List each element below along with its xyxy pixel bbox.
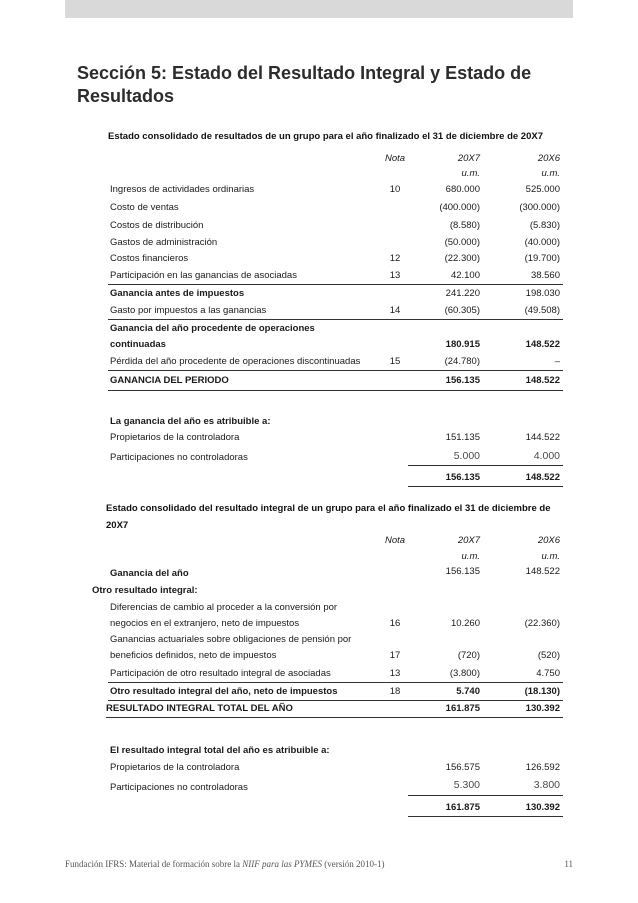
comprehensive-statement-heading: Estado consolidado del resultado integral de un grupo para el año finalizado el 31 de diciembre de (106, 503, 551, 514)
table-row-label: Ganancia antes de impuestos (110, 288, 245, 299)
row-divider (108, 319, 563, 320)
row-divider (108, 370, 563, 371)
table-row-label: Ingresos de actividades ordinarias (110, 184, 255, 195)
table-row-20x7: 156.135 (445, 566, 480, 577)
page-footer (65, 859, 573, 869)
table-row-label: Diferencias de cambio al proceder a la conversión por (110, 602, 338, 613)
table-row-20x6: 148.522 (525, 566, 560, 577)
table-row-nota: 18 (389, 686, 401, 697)
table-row-nota: 12 (389, 253, 401, 264)
table-row-label: Otro resultado integral del año, neto de impuestos (110, 686, 338, 697)
table-row-label: Participaciones no controladoras (110, 782, 248, 793)
table-row-20x6: 525.000 (525, 184, 560, 195)
total-comprehensive-20x7: 161.875 (445, 703, 480, 714)
table-row-label: Participaciones no controladoras (110, 452, 248, 463)
table-row-20x6: 198.030 (525, 288, 560, 299)
total-comprehensive-label: RESULTADO INTEGRAL TOTAL DEL AÑO (106, 703, 293, 714)
unit-label-20x6: u.m. (541, 551, 560, 562)
table-row-label: negocios en el extranjero, neto de impuestos (110, 618, 300, 629)
total-rule (408, 816, 563, 817)
attribution-total-20x7: 161.875 (445, 802, 480, 813)
table-row-label: Ganancia del año procedente de operaciones (110, 323, 315, 334)
table-row-nota: 17 (389, 650, 401, 661)
table-row-20x6: (520) (537, 650, 560, 661)
table-row-20x6: 148.522 (525, 375, 560, 386)
table-row-label: Propietarios de la controladora (110, 432, 240, 443)
footer-text-italic: NIIF para las PYMES (242, 859, 322, 869)
table-row-20x7: (50.000) (444, 237, 480, 248)
table-row-20x7: (720) (457, 650, 480, 661)
unit-label-20x6: u.m. (541, 168, 560, 179)
table-row-20x6: 4.750 (536, 668, 560, 679)
table-row-20x7: 10.260 (450, 618, 480, 629)
table-row-20x6: (19.700) (524, 253, 560, 264)
table-row-20x7: (8.580) (449, 220, 480, 231)
footer-text-end: (versión 2010-1) (321, 859, 385, 869)
table-row-nota: 13 (389, 668, 401, 679)
table-row-20x7: (24.780) (444, 356, 480, 367)
page-number: 11 (564, 859, 573, 869)
table-row-label: Gasto por impuestos a las ganancias (110, 305, 267, 316)
attribution-total-20x6: 130.392 (525, 802, 560, 813)
table-row-label: Gastos de administración (110, 237, 218, 248)
attribution-heading: La ganancia del año es atribuible a: (110, 416, 271, 427)
table-row-label: Ganancias actuariales sobre obligaciones de pensión por (110, 634, 352, 645)
table-row-label: Propietarios de la controladora (110, 762, 240, 773)
page-title: Sección 5: Estado del Resultado Integral y Estado de Resultados (77, 63, 532, 106)
table-row-20x7: (60.305) (444, 305, 480, 316)
row-divider (106, 717, 563, 718)
other-comprehensive-heading: Otro resultado integral: (92, 585, 198, 596)
table-row-label: Costos de distribución (110, 220, 204, 231)
row-divider (108, 700, 563, 701)
table-row-nota: 14 (389, 305, 401, 316)
attribution-heading: El resultado integral total del año es atribuible a: (110, 745, 330, 756)
table-row-nota: 13 (389, 270, 401, 281)
table-row-label: Costo de ventas (110, 202, 179, 213)
subtotal-rule (408, 465, 563, 466)
unit-label-20x7: u.m. (461, 168, 480, 179)
unit-label-20x7: u.m. (461, 551, 480, 562)
table-row-20x7: (22.300) (444, 253, 480, 264)
row-divider (108, 682, 563, 683)
table-row-20x6: 4.000 (533, 450, 560, 462)
table-row-label: beneficios definidos, neto de impuestos (110, 650, 277, 661)
col-header-nota: Nota (384, 153, 406, 164)
table-row-20x6: 38.560 (530, 270, 560, 281)
table-row-nota: 16 (389, 618, 401, 629)
row-divider (108, 284, 563, 285)
total-rule (408, 486, 563, 487)
table-row-20x7: (3.800) (449, 668, 480, 679)
comprehensive-statement-heading-2: 20X7 (106, 520, 129, 531)
table-row-label: Pérdida del año procedente de operaciones discontinuadas (110, 356, 361, 367)
table-row-20x6: (300.000) (519, 202, 560, 213)
col-header-nota: Nota (384, 535, 406, 546)
table-row-label: GANANCIA DEL PERIODO (110, 375, 229, 386)
table-row-20x6: 3.800 (533, 779, 560, 791)
table-row-label: Costos financieros (110, 253, 189, 264)
table-row-20x6: (5.830) (529, 220, 560, 231)
row-divider (108, 390, 563, 391)
subtotal-rule (408, 795, 563, 796)
attribution-total-20x7: 156.135 (445, 472, 480, 483)
table-row-20x6: (40.000) (524, 237, 560, 248)
col-header-20x6: 20X6 (537, 535, 560, 546)
table-row-label: Participación en las ganancias de asociadas (110, 270, 297, 281)
table-row-20x7: 180.915 (445, 339, 480, 350)
table-row-20x7: 680.000 (445, 184, 480, 195)
table-row-20x7: 42.100 (450, 270, 480, 281)
table-row-20x7: 5.300 (453, 779, 480, 791)
total-comprehensive-20x6: 130.392 (525, 703, 560, 714)
table-row-20x7: 156.135 (445, 375, 480, 386)
table-row-nota: 15 (389, 356, 401, 367)
attribution-total-20x6: 148.522 (525, 472, 560, 483)
table-row-20x6: 126.592 (525, 762, 560, 773)
col-header-20x6: 20X6 (537, 153, 560, 164)
table-row-20x6: (49.508) (524, 305, 560, 316)
table-row-20x6: 148.522 (525, 339, 560, 350)
table-row-20x7: 156.575 (445, 762, 480, 773)
table-row-nota: 10 (389, 184, 401, 195)
col-header-20x7: 20X7 (457, 153, 480, 164)
income-statement-heading: Estado consolidado de resultados de un grupo para el año finalizado el 31 de diciembre de 20X7 (108, 131, 543, 142)
table-row-label: Participación de otro resultado integral de asociadas (110, 668, 331, 679)
table-row-20x7: 5.740 (456, 686, 480, 697)
table-row-label: Ganancia del año (110, 568, 189, 579)
top-header-bar (65, 0, 573, 18)
table-row-label: continuadas (110, 339, 166, 350)
table-row-20x7: 5.000 (453, 450, 480, 462)
col-header-20x7: 20X7 (457, 535, 480, 546)
table-row-20x6: 144.522 (525, 432, 560, 443)
table-row-20x7: 151.135 (445, 432, 480, 443)
table-row-20x7: 241.220 (445, 288, 480, 299)
table-row-20x6: – (554, 356, 560, 367)
footer-text: Fundación IFRS: Material de formación sobre la (65, 859, 243, 869)
table-row-20x6: (18.130) (524, 686, 560, 697)
table-row-20x7: (400.000) (439, 202, 480, 213)
table-row-20x6: (22.360) (524, 618, 560, 629)
